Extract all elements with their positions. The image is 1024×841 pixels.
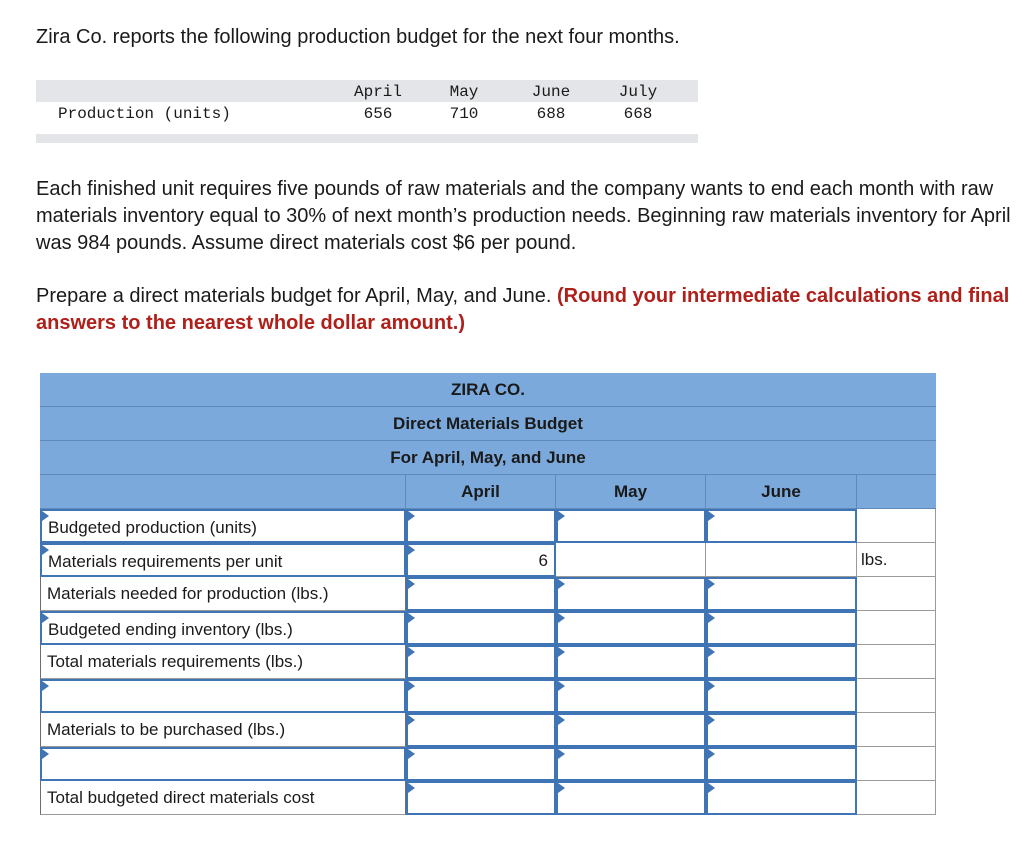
column-header-unit [857, 475, 936, 509]
budget-cell-june[interactable] [706, 781, 857, 815]
row-label [40, 509, 406, 543]
budget-cell-april[interactable] [406, 781, 556, 815]
row-label [40, 543, 406, 577]
month-header-april: April [353, 83, 402, 101]
production-value-may: 710 [449, 105, 479, 123]
input-marker-icon [708, 749, 715, 759]
budget-cell-may[interactable] [556, 679, 706, 713]
unit-cell [857, 781, 936, 815]
unit-cell [857, 747, 936, 781]
budget-cell-may[interactable] [556, 781, 706, 815]
unit-cell [857, 509, 936, 543]
input-marker-icon [708, 613, 715, 623]
budget-cell-may [556, 543, 706, 577]
production-value-june: 688 [536, 105, 566, 123]
column-header-may: May [556, 475, 706, 509]
budget-cell-june[interactable] [706, 509, 857, 543]
input-marker-icon [408, 749, 415, 759]
row-label-text: Materials needed for production (lbs.) [47, 584, 329, 603]
row-label-text: Total materials requirements (lbs.) [47, 652, 304, 671]
input-marker-icon [408, 545, 415, 555]
budget-cell-april[interactable] [406, 747, 556, 781]
unit-cell [857, 645, 936, 679]
production-bottom-band [36, 134, 698, 143]
budget-cell-april[interactable] [406, 577, 556, 611]
dropdown-marker-icon [42, 613, 49, 623]
row-label-text: Budgeted production (units) [48, 518, 257, 537]
budget-title: Direct Materials Budget [40, 407, 936, 441]
budget-cell-june[interactable] [706, 645, 857, 679]
instruction-text: Prepare a direct materials budget for April, May, and June. [36, 285, 552, 307]
unit-cell [857, 577, 936, 611]
input-marker-icon [708, 511, 715, 521]
budget-cell-may[interactable] [556, 713, 706, 747]
column-header-june: June [706, 475, 857, 509]
row-label [40, 781, 406, 815]
row-label [40, 577, 406, 611]
budget-cell-june[interactable] [706, 713, 857, 747]
row-label[interactable] [40, 679, 406, 713]
month-header-july: July [618, 83, 658, 101]
input-marker-icon [558, 511, 565, 521]
input-marker-icon [708, 715, 715, 725]
month-header-may: May [449, 83, 479, 101]
instruction-paragraph [36, 283, 1011, 337]
budget-period: For April, May, and June [40, 441, 936, 475]
unit-cell: lbs. [857, 543, 936, 577]
row-label-text: Materials to be purchased (lbs.) [47, 720, 286, 739]
input-marker-icon [558, 749, 565, 759]
row-label [40, 611, 406, 645]
budget-cell-april[interactable] [406, 679, 556, 713]
budget-cell-april[interactable] [406, 543, 556, 577]
dropdown-marker-icon [42, 511, 49, 521]
rounding-note: (Round your intermediate calculations and final answers to the nearest whole dollar amount.) [36, 285, 1010, 334]
input-marker-icon [708, 681, 715, 691]
direct-materials-budget-table [40, 373, 936, 813]
budget-cell-june[interactable] [706, 611, 857, 645]
input-marker-icon [408, 681, 415, 691]
input-marker-icon [558, 783, 565, 793]
budget-cell-may[interactable] [556, 747, 706, 781]
budget-cell-june [706, 543, 857, 577]
budget-cell-april[interactable] [406, 713, 556, 747]
dropdown-marker-icon [42, 749, 49, 759]
column-header-blank [40, 475, 406, 509]
row-label-text: Materials requirements per unit [48, 552, 283, 571]
unit-cell [857, 713, 936, 747]
input-marker-icon [708, 579, 715, 589]
input-marker-icon [408, 511, 415, 521]
input-marker-icon [558, 715, 565, 725]
budget-cell-june[interactable] [706, 747, 857, 781]
unit-cell [857, 611, 936, 645]
intro-text: Zira Co. reports the following production budget for the next four months. [36, 26, 680, 48]
production-value-april: 656 [363, 105, 393, 123]
input-marker-icon [558, 647, 565, 657]
month-header-june: June [531, 83, 571, 101]
production-value-july: 668 [623, 105, 653, 123]
budget-cell-value: 6 [538, 551, 548, 570]
budget-cell-may[interactable] [556, 645, 706, 679]
input-marker-icon [708, 783, 715, 793]
budget-cell-may[interactable] [556, 611, 706, 645]
budget-cell-june[interactable] [706, 679, 857, 713]
budget-company-name: ZIRA CO. [40, 373, 936, 407]
input-marker-icon [408, 715, 415, 725]
budget-cell-june[interactable] [706, 577, 857, 611]
row-label[interactable] [40, 747, 406, 781]
budget-cell-april[interactable] [406, 611, 556, 645]
row-label-text: Budgeted ending inventory (lbs.) [48, 620, 293, 639]
problem-paragraph: Each finished unit requires five pounds of raw materials and the company wants to end each month with raw materials inventory equal to 30% of next month’s production needs. Beginning raw materials inventory for April was 984 pounds. Assume direct materials cost $6 per pound. [36, 178, 1011, 254]
unit-cell [857, 679, 936, 713]
input-marker-icon [558, 681, 565, 691]
budget-cell-april[interactable] [406, 509, 556, 543]
input-marker-icon [558, 579, 565, 589]
column-header-april: April [406, 475, 556, 509]
production-row-label: Production (units) [58, 105, 231, 123]
dropdown-marker-icon [42, 681, 49, 691]
input-marker-icon [558, 613, 565, 623]
row-label-text: Total budgeted direct materials cost [47, 788, 315, 807]
row-label [40, 713, 406, 747]
input-marker-icon [408, 613, 415, 623]
input-marker-icon [708, 647, 715, 657]
input-marker-icon [408, 783, 415, 793]
budget-cell-may[interactable] [556, 577, 706, 611]
production-table [36, 80, 698, 143]
input-marker-icon [408, 647, 415, 657]
budget-cell-april[interactable] [406, 645, 556, 679]
budget-cell-may[interactable] [556, 509, 706, 543]
input-marker-icon [408, 579, 415, 589]
row-label [40, 645, 406, 679]
dropdown-marker-icon [42, 545, 49, 555]
